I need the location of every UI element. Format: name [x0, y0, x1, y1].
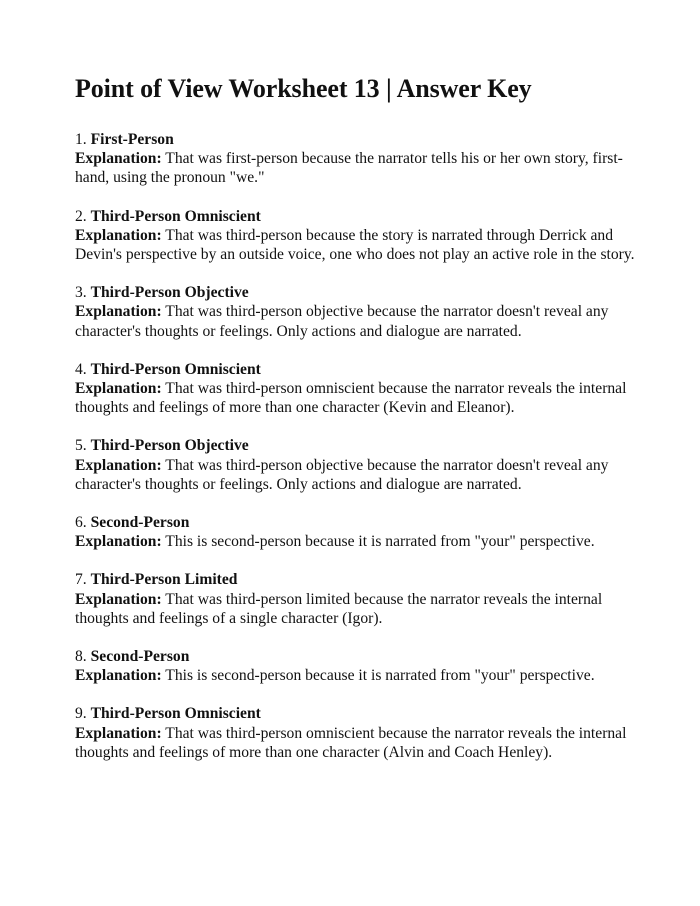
- item-number: 7.: [75, 571, 87, 589]
- explanation-label: Explanation:: [75, 456, 162, 474]
- item-answer: Third-Person Omniscient: [90, 705, 261, 723]
- item-number: 3.: [75, 284, 87, 302]
- answer-item: [75, 130, 635, 188]
- explanation-label: Explanation:: [75, 724, 162, 742]
- item-number: 4.: [75, 360, 87, 378]
- item-answer: Third-Person Objective: [90, 437, 249, 455]
- answer-item: [75, 283, 635, 341]
- answer-item: [75, 570, 635, 628]
- explanation-text: This is second-person because it is narrated from "your" perspective.: [165, 533, 595, 551]
- item-answer: Second-Person: [90, 514, 190, 532]
- explanation-label: Explanation:: [75, 226, 162, 244]
- answer-item: [75, 513, 635, 551]
- answer-item: [75, 360, 635, 418]
- item-answer: First-Person: [90, 131, 174, 148]
- explanation-text: That was third-person because the story is narrated through Derrick and Devin's perspective by an outside voice, one who does not play an active role in the story.: [75, 226, 635, 264]
- item-number: 5.: [75, 437, 87, 455]
- explanation-text: That was third-person limited because the narrator reveals the internal thoughts and feelings of a single character (Igor).: [75, 590, 603, 627]
- item-answer: Third-Person Limited: [90, 571, 238, 589]
- answer-list: [75, 130, 635, 762]
- explanation-text: That was third-person objective because the narrator doesn't reveal any character's thoughts or feelings. Only actions and dialogue are narrated.: [75, 303, 609, 340]
- explanation-label: Explanation:: [75, 533, 162, 551]
- explanation-label: Explanation:: [75, 667, 162, 685]
- item-number: 8.: [75, 648, 87, 666]
- answer-key-page: [75, 72, 635, 781]
- item-number: 1.: [75, 131, 87, 148]
- item-number: 9.: [75, 705, 87, 723]
- item-number: 6.: [75, 514, 87, 532]
- explanation-label: Explanation:: [75, 380, 162, 398]
- explanation-text: This is second-person because it is narrated from "your" perspective.: [165, 667, 595, 685]
- item-answer: Third-Person Omniscient: [90, 207, 261, 225]
- answer-item: [75, 704, 635, 762]
- explanation-text: That was third-person omniscient because the narrator reveals the internal thoughts and feelings of more than one character (Alvin and Coach Henley).: [75, 724, 627, 761]
- item-answer: Second-Person: [90, 648, 190, 666]
- explanation-label: Explanation:: [75, 590, 162, 608]
- explanation-text: That was third-person omniscient because the narrator reveals the internal thoughts and feelings of more than one character (Kevin and Eleanor).: [75, 380, 627, 417]
- explanation-text: That was third-person objective because the narrator doesn't reveal any character's thoughts or feelings. Only actions and dialogue are narrated.: [75, 456, 609, 493]
- page-title: Point of View Worksheet 13 | Answer Key: [75, 74, 532, 103]
- answer-item: [75, 436, 635, 494]
- item-answer: Third-Person Objective: [90, 284, 249, 302]
- item-number: 2.: [75, 207, 87, 225]
- explanation-label: Explanation:: [75, 303, 162, 321]
- explanation-label: Explanation:: [75, 150, 162, 168]
- answer-item: [75, 207, 635, 265]
- answer-item: [75, 647, 635, 685]
- item-answer: Third-Person Omniscient: [90, 360, 261, 378]
- explanation-text: That was first-person because the narrator tells his or her own story, first-hand, using the pronoun "we.": [75, 150, 623, 187]
